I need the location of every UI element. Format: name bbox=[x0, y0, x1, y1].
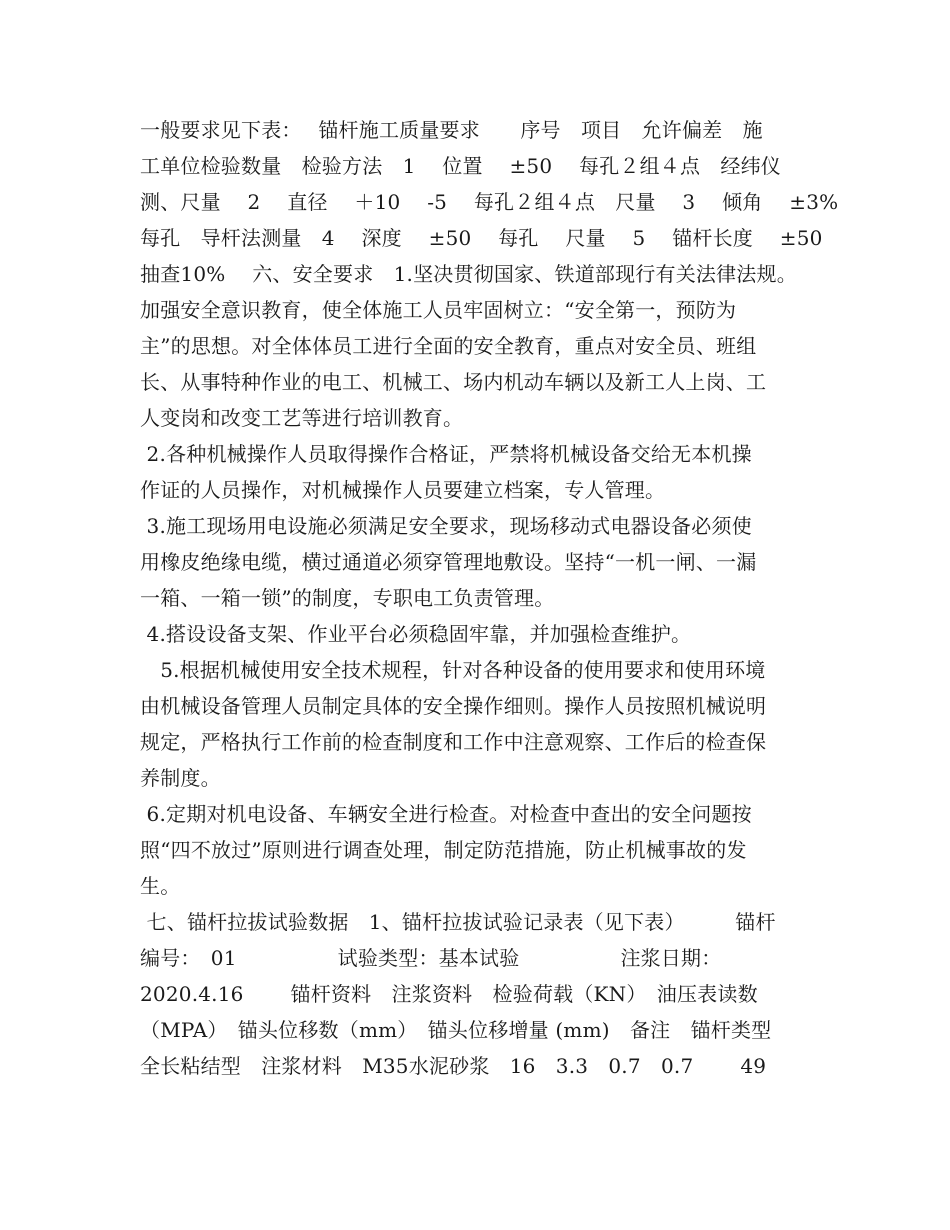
text-line: 规定，严格执行工作前的检查制度和工作中注意观察、工作后的检查保 bbox=[140, 730, 767, 754]
text-line: 5.根据机械使用安全技术规程，针对各种设备的使用要求和使用环境 bbox=[140, 658, 766, 682]
text-line: 长、从事特种作业的电工、机械工、场内机动车辆以及新工人上岗、工 bbox=[140, 370, 767, 394]
text-line: 人变岗和改变工艺等进行培训教育。 bbox=[140, 406, 464, 430]
text-line: 一般要求见下表： 锚杆施工质量要求 序号 项目 允许偏差 施 bbox=[140, 118, 763, 142]
text-line: 4.搭设设备支架、作业平台必须稳固牢靠，并加强检查维护。 bbox=[140, 622, 692, 646]
text-line: 测、尺量 2 直径 ＋10 -5 每孔２组４点 尺量 3 倾角 ±3% bbox=[140, 190, 839, 214]
text-line: 3.施工现场用电设施必须满足安全要求，现场移动式电器设备必须使 bbox=[140, 514, 752, 538]
text-line: 编号： 01 试验类型：基本试验 注浆日期： bbox=[140, 946, 722, 970]
text-line: 由机械设备管理人员制定具体的安全操作细则。操作人员按照机械说明 bbox=[140, 694, 767, 718]
text-line: （MPA） 锚头位移数（mm） 锚头位移增量 (mm) 备注 锚杆类型 bbox=[140, 1018, 772, 1042]
text-line: 每孔 导杆法测量 4 深度 ±50 每孔 尺量 5 锚杆长度 ±50 bbox=[140, 226, 823, 250]
text-line: 全长粘结型 注浆材料 M35水泥砂浆 16 3.3 0.7 0.7 49 bbox=[140, 1054, 767, 1078]
text-line: 七、锚杆拉拔试验数据 1、锚杆拉拔试验记录表（见下表） 锚杆 bbox=[140, 910, 776, 934]
text-line: 照“四不放过”原则进行调查处理，制定防范措施，防止机械事故的发 bbox=[140, 838, 747, 862]
text-line: 养制度。 bbox=[140, 766, 221, 790]
text-line: 主”的思想。对全体体员工进行全面的安全教育，重点对安全员、班组 bbox=[140, 334, 757, 358]
text-line: 一箱、一箱一锁”的制度，专职电工负责管理。 bbox=[140, 586, 555, 610]
text-line: 加强安全意识教育，使全体施工人员牢固树立：“安全第一，预防为 bbox=[140, 298, 737, 322]
text-line: 作证的人员操作，对机械操作人员要建立档案，专人管理。 bbox=[140, 478, 666, 502]
text-line: 6.定期对机电设备、车辆安全进行检查。对检查中查出的安全问题按 bbox=[140, 802, 752, 826]
text-line: 2.各种机械操作人员取得操作合格证，严禁将机械设备交给无本机操 bbox=[140, 442, 752, 466]
text-line: 生。 bbox=[140, 874, 181, 898]
text-line: 工单位检验数量 检验方法 1 位置 ±50 每孔２组４点 经纬仪 bbox=[140, 154, 782, 178]
text-line: 抽查10% 六、安全要求 1.坚决贯彻国家、铁道部现行有关法律法规。 bbox=[140, 262, 797, 286]
document-body bbox=[140, 112, 839, 1084]
text-line: 2020.4.16 锚杆资料 注浆资料 检验荷载（KN） 油压表读数 bbox=[140, 982, 758, 1006]
text-line: 用橡皮绝缘电缆，横过通道必须穿管理地敷设。坚持“一机一闸、一漏 bbox=[140, 550, 757, 574]
